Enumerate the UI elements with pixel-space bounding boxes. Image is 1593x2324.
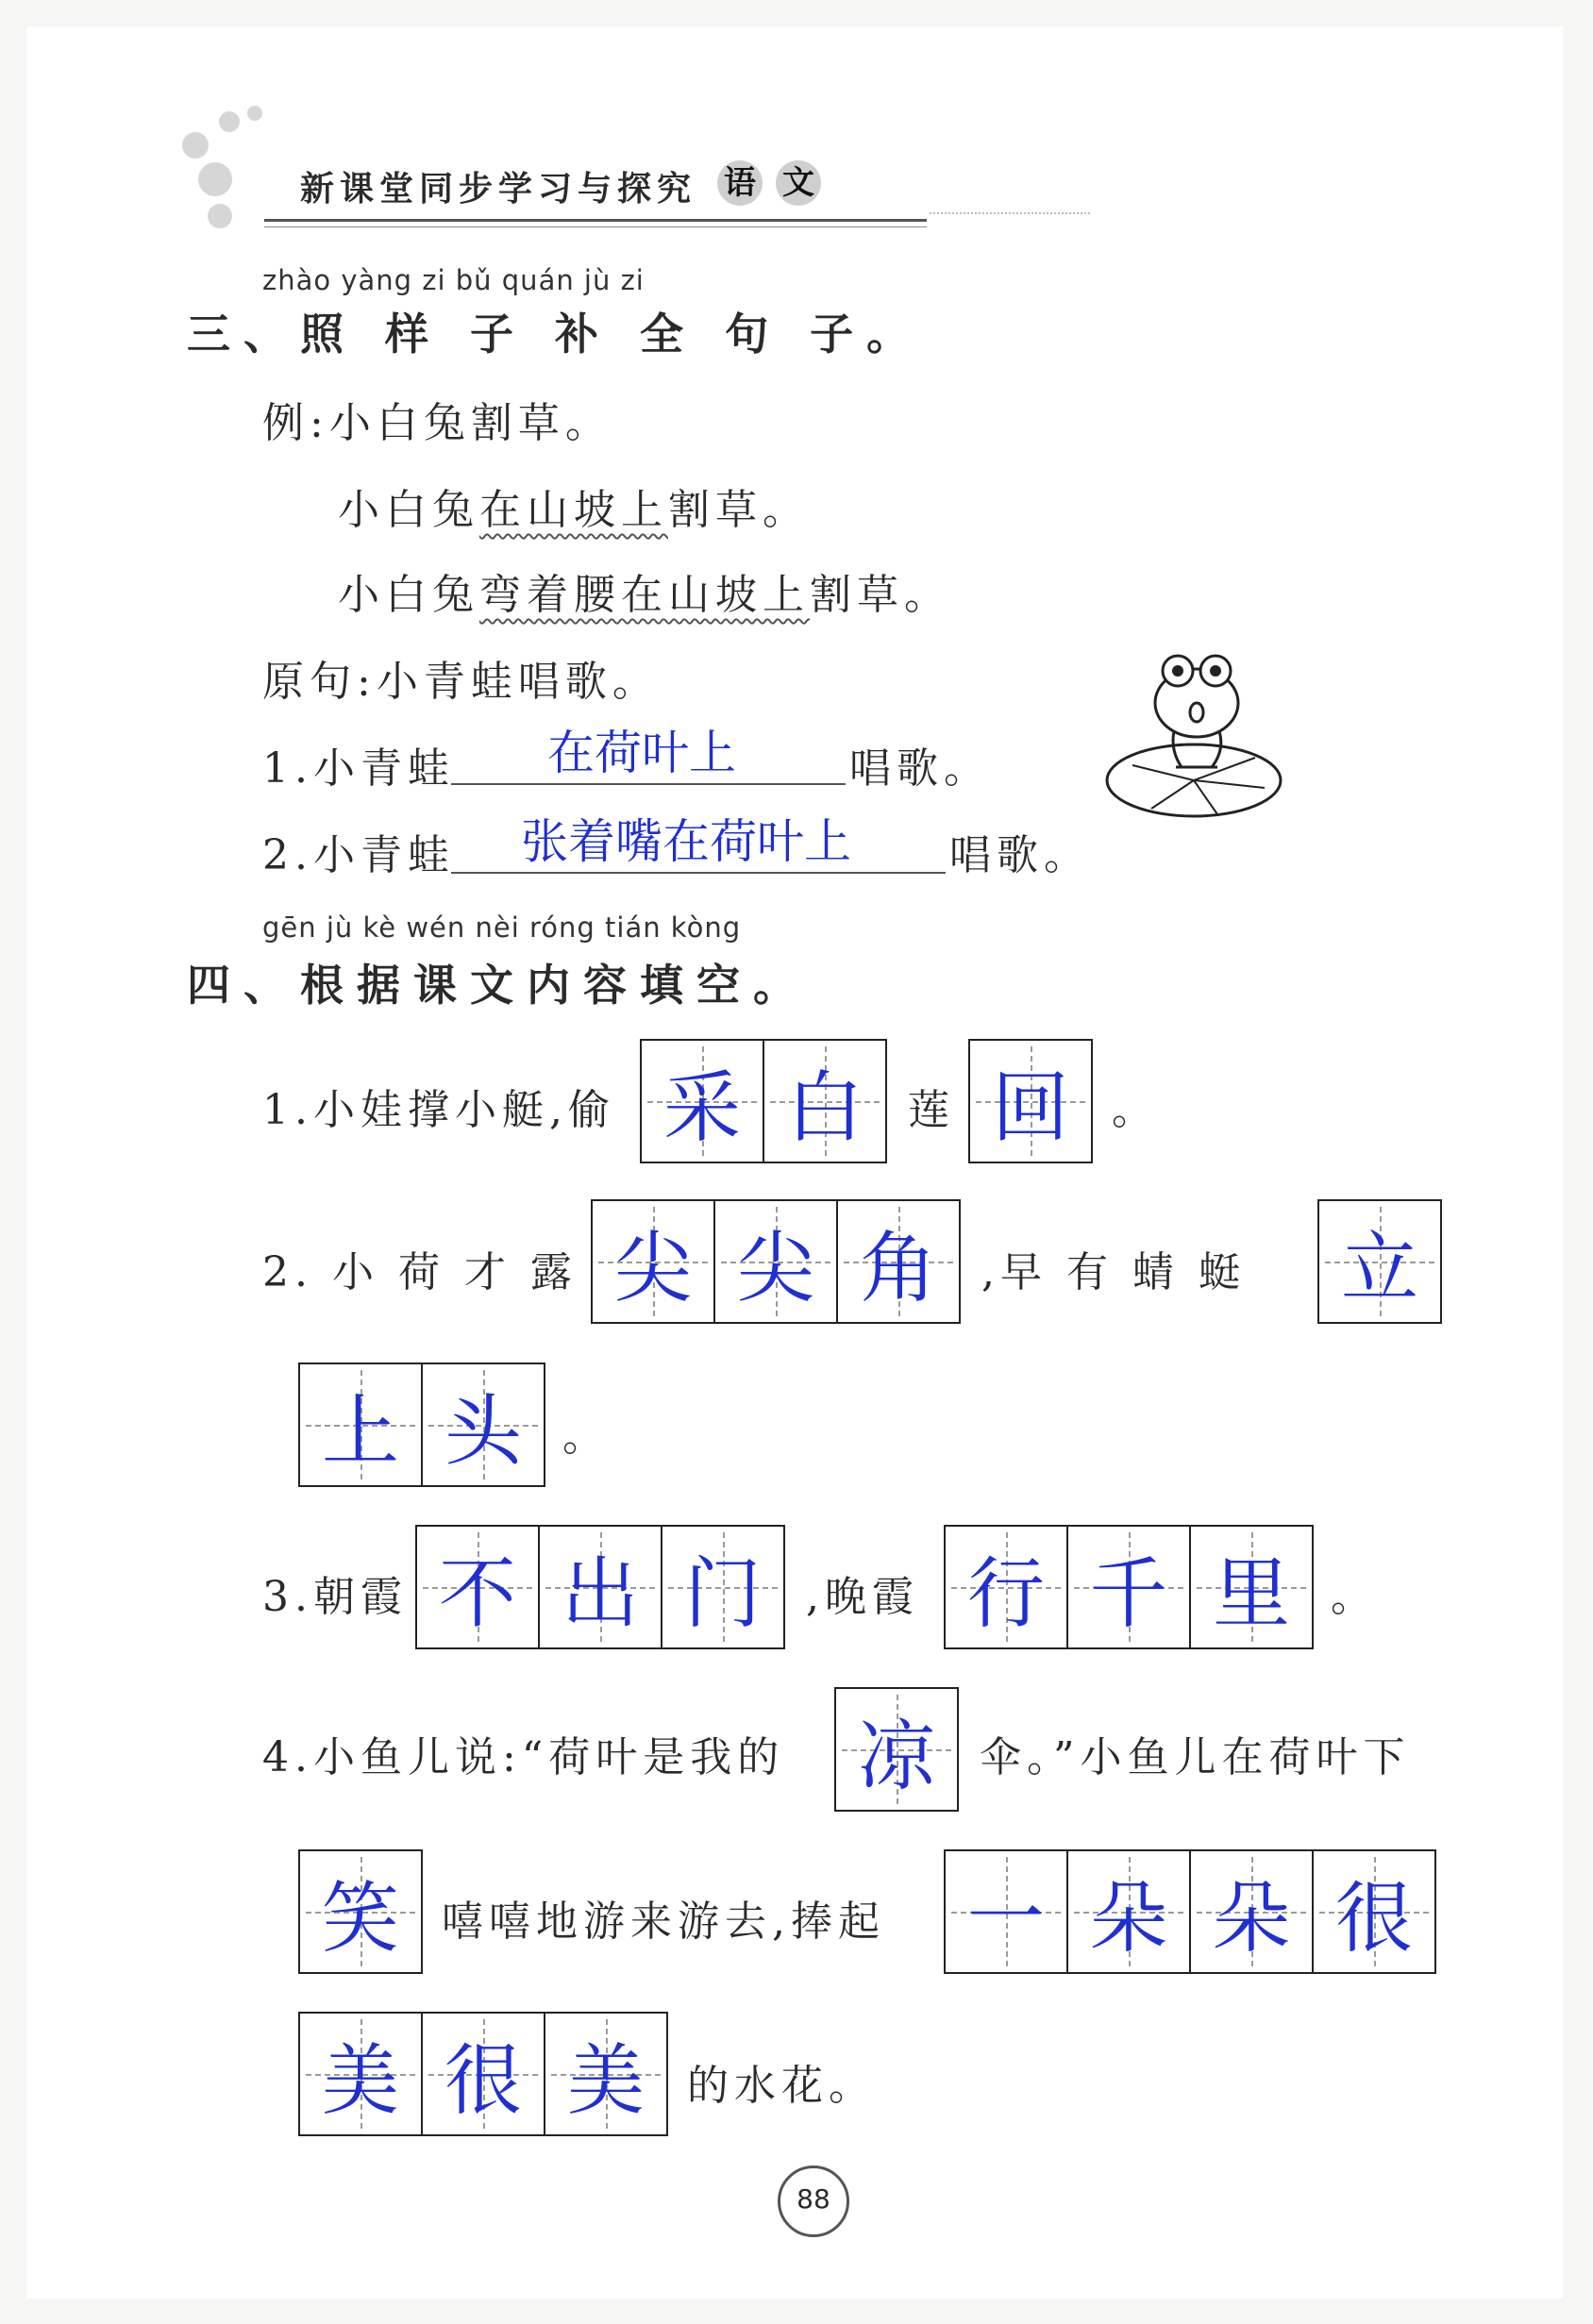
example-sentence-3: 小白兔弯着腰在山坡上割草。	[338, 571, 951, 619]
example-3-wavy: 弯着腰在山坡上	[479, 571, 810, 619]
s4-q3-prefix: 3.朝霞	[262, 1573, 408, 1621]
s4-q3-box2[interactable]	[944, 1525, 1314, 1649]
s4-q1-box2[interactable]	[968, 1039, 1093, 1163]
answer-cell[interactable]: 笑	[300, 1851, 421, 1972]
s4-q2-box3[interactable]	[298, 1363, 545, 1487]
subject-badge-2: 文	[776, 160, 821, 206]
page-number: 88	[778, 2165, 849, 2237]
s4-q3-box1[interactable]	[415, 1525, 785, 1649]
s4-q2-middle: ,早 有 蜻 蜓	[981, 1248, 1246, 1296]
s4-q1-prefix: 1.小娃撑小艇,偷	[262, 1086, 615, 1134]
s4-q1-middle: 莲	[908, 1086, 955, 1134]
answer-cell[interactable]: 不	[417, 1527, 540, 1647]
s4-q2-box1[interactable]	[591, 1199, 961, 1324]
answer-cell[interactable]: 角	[838, 1201, 959, 1322]
answer-cell[interactable]: 头	[423, 1364, 544, 1485]
s4-q2-suffix: 。	[562, 1413, 610, 1461]
original-sentence: 原句:小青蛙唱歌。	[262, 658, 660, 706]
s4-q4-middle: 伞。”小鱼儿在荷叶下	[980, 1733, 1411, 1781]
answer-cell[interactable]: 出	[540, 1527, 662, 1647]
example-sentence-1: 例:小白兔割草。	[262, 399, 612, 447]
q1-answer: 在荷叶上	[547, 726, 736, 780]
answer-cell[interactable]: 一	[946, 1851, 1068, 1972]
header-rule-thin	[264, 226, 927, 227]
answer-cell[interactable]: 很	[1314, 1851, 1434, 1972]
answer-cell[interactable]: 尖	[715, 1201, 838, 1322]
answer-cell[interactable]: 立	[1319, 1201, 1440, 1322]
answer-cell[interactable]: 凉	[836, 1689, 957, 1810]
answer-cell[interactable]: 千	[1068, 1527, 1191, 1647]
answer-cell[interactable]: 上	[300, 1364, 423, 1485]
s4-q3-suffix: 。	[1331, 1573, 1378, 1621]
s4-q4-box2[interactable]	[298, 1849, 423, 1974]
s4-q4-suffix: 的水花。	[687, 2062, 876, 2110]
book-title: 新课堂同步学习与探究	[300, 169, 697, 209]
s4-q3-middle: ,晚霞	[806, 1573, 919, 1621]
q2-suffix: 唱歌。	[949, 831, 1091, 879]
section3-pinyin: zhào yàng zi bǔ quán jù zi	[262, 264, 645, 296]
q1-suffix: 唱歌。	[849, 744, 991, 793]
example-2-wavy: 在山坡上	[479, 486, 668, 534]
answer-cell[interactable]: 朵	[1191, 1851, 1314, 1972]
answer-cell[interactable]: 行	[946, 1527, 1068, 1647]
s4-q1-box1[interactable]	[640, 1039, 887, 1163]
s4-q4-box3[interactable]	[944, 1849, 1436, 1974]
s4-q1-suffix: 。	[1112, 1086, 1159, 1134]
answer-cell[interactable]: 朵	[1068, 1851, 1191, 1972]
q2-answer: 张着嘴在荷叶上	[521, 814, 851, 869]
s4-q4-box1[interactable]	[834, 1687, 959, 1812]
header-dotted-rule	[930, 212, 1090, 214]
q2-prefix: 2.小青蛙	[262, 831, 455, 879]
answer-cell[interactable]: 采	[642, 1041, 764, 1162]
section4-heading: 四、根据课文内容填空。	[187, 960, 810, 1011]
s4-q2-box2[interactable]	[1317, 1199, 1442, 1324]
section4-pinyin: gēn jù kè wén nèi róng tián kòng	[262, 911, 742, 944]
answer-cell[interactable]: 里	[1191, 1527, 1312, 1647]
s4-q4-prefix: 4.小鱼儿说:“荷叶是我的	[262, 1733, 785, 1781]
subject-badge-1: 语	[717, 160, 763, 206]
header-rule	[264, 219, 927, 222]
frog-on-lilypad-illustration	[1095, 637, 1302, 826]
answer-cell[interactable]: 很	[423, 2014, 545, 2134]
s4-q4-box4[interactable]	[298, 2012, 668, 2136]
s4-q4-middle2: 嘻嘻地游来游去,捧起	[442, 1898, 885, 1946]
answer-cell[interactable]: 美	[545, 2014, 666, 2134]
q1-prefix: 1.小青蛙	[262, 744, 455, 793]
answer-cell[interactable]: 白	[764, 1041, 885, 1162]
answer-cell[interactable]: 门	[662, 1527, 783, 1647]
answer-cell[interactable]: 美	[300, 2014, 423, 2134]
section3-heading: 三、照 样 子 补 全 句 子。	[187, 309, 924, 359]
s4-q2-prefix: 2. 小 荷 才 露	[262, 1248, 578, 1296]
example-sentence-2: 小白兔在山坡上割草。	[338, 486, 810, 534]
answer-cell[interactable]: 回	[970, 1041, 1091, 1162]
answer-cell[interactable]: 尖	[593, 1201, 715, 1322]
